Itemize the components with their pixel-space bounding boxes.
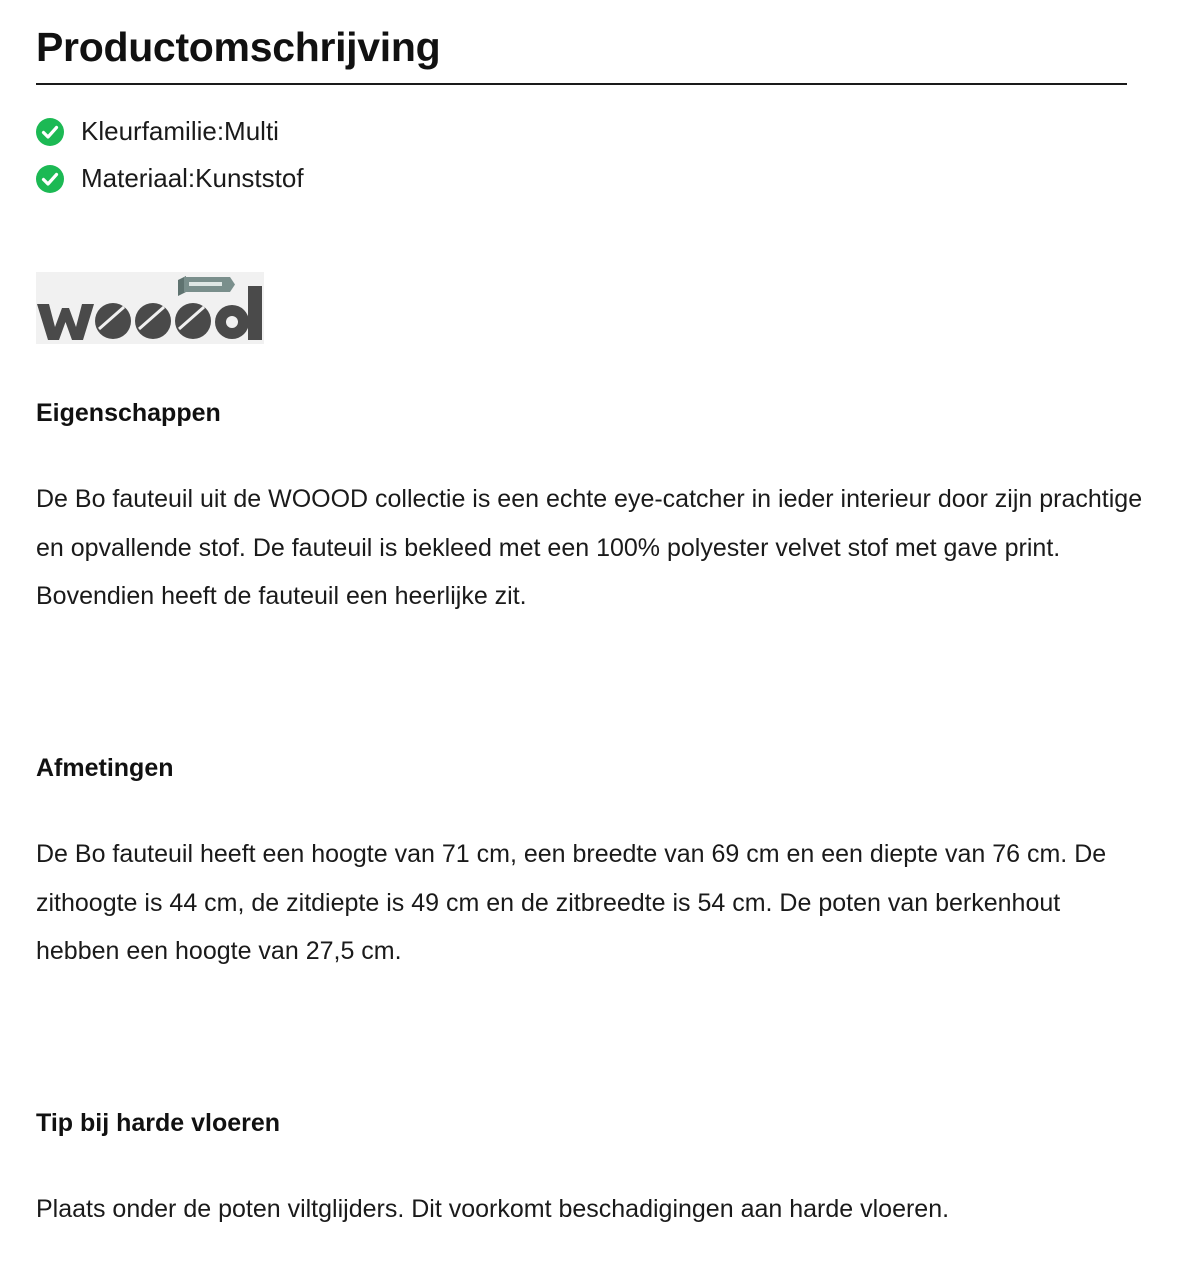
feature-item-color	[36, 108, 304, 155]
woood-logo	[36, 272, 264, 344]
section-body-afmetingen: De Bo fauteuil heeft een hoogte van 71 cm, een breedte van 69 cm en een diepte van 76 cm. De zithoogte is 44 cm, de zitdiepte is 49 cm en de zitbreedte is 54 cm. De poten van berkenhout hebben een hoogte van 27,5 cm.	[36, 840, 1107, 965]
section-heading-tip: Tip bij harde vloeren	[36, 1109, 281, 1137]
section-body-eigenschappen: De Bo fauteuil uit de WOOOD collectie is een echte eye-catcher in ieder interieur door zijn prachtige en opvallende stof. De fauteuil is bekleed met een 100% polyester velvet stof met gave print. Bovendien heeft de fauteuil een heerlijke zit.	[36, 485, 1143, 610]
section-heading-eigenschappen: Eigenschappen	[36, 399, 221, 427]
feature-list	[36, 108, 304, 202]
section-heading-afmetingen: Afmetingen	[36, 754, 174, 782]
title-divider	[36, 83, 1127, 85]
check-circle-icon	[36, 118, 64, 146]
page-title: Productomschrijving	[36, 24, 441, 70]
feature-label: Materiaal:Kunststof	[81, 163, 304, 193]
check-circle-icon	[36, 165, 64, 193]
section-body-tip: Plaats onder de poten viltglijders. Dit voorkomt beschadigingen aan harde vloeren.	[36, 1195, 950, 1223]
feature-item-material	[36, 155, 304, 202]
feature-label: Kleurfamilie:Multi	[81, 116, 279, 146]
